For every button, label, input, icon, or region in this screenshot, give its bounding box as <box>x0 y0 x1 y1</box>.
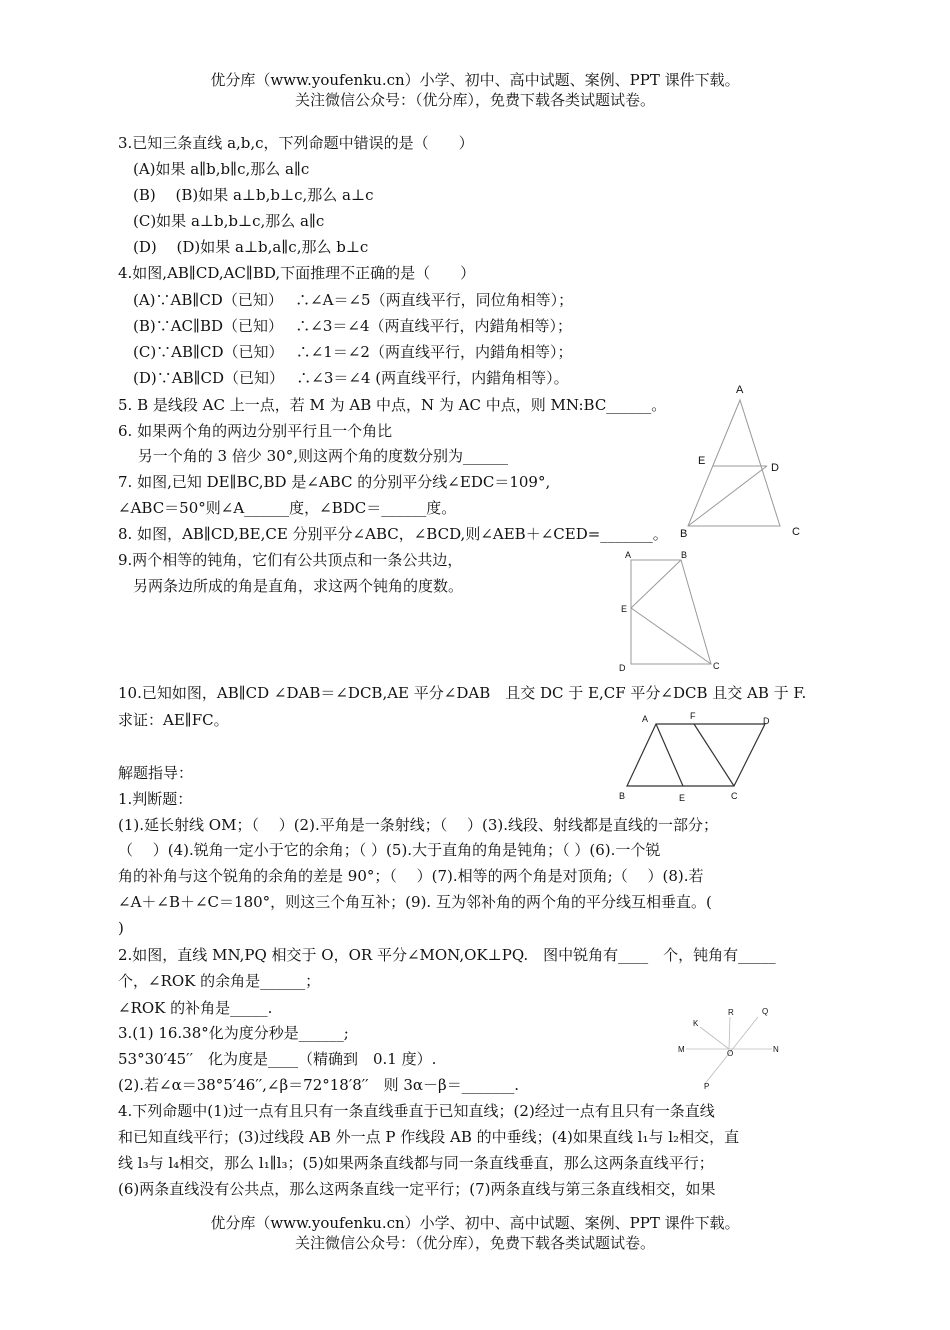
label-C: C <box>731 791 738 801</box>
q3-option-a: (A)如果 a∥b,b∥c,那么 a∥c <box>118 160 310 178</box>
label-D: D <box>771 462 779 474</box>
label-E: E <box>679 793 686 803</box>
footer-line-2: 关注微信公众号：（优分库），免费下载各类试题试卷。 <box>294 1234 655 1252</box>
label-B: B <box>681 550 688 560</box>
g2-line-3: ∠ROK 的补角是_____. <box>118 999 273 1017</box>
label-D: D <box>763 716 770 726</box>
label-P: P <box>704 1082 710 1091</box>
g4-line-3: 线 l₃与 l₄相交，那么 l₁∥l₃；(5)如果两条直线都与同一条直线垂直，那么这两条直线平行； <box>118 1154 714 1172</box>
judge-line-5: ) <box>118 919 124 937</box>
label-E: E <box>621 604 628 614</box>
g4-line-1: 4.下列命题中(1)过一点有且只有一条直线垂直于已知直线；(2)经过一点有且只有一条直线 <box>118 1102 715 1120</box>
q6-line-2: 另一个角的 3 倍少 30°,则这两个角的度数分别为______ <box>118 447 508 465</box>
judge-line-4: ∠A＋∠B＋∠C＝180°，则这三个角互补；(9). 互为邻补角的两个角的平分线互相垂直。( <box>118 893 712 911</box>
label-O: O <box>727 1049 734 1058</box>
guide-title: 解题指导： <box>118 764 194 782</box>
g2-line-1: 2.如图，直线 MN,PQ 相交于 O，OR 平分∠MON,OK⊥PQ. 图中锐角有____ 个，钝角有_____ <box>118 946 776 964</box>
label-N: N <box>773 1045 779 1054</box>
label-M: M <box>678 1045 685 1054</box>
q9-line-2: 另两条边所成的角是直角，求这两个钝角的度数。 <box>118 577 464 595</box>
judge-line-3: 角的补角与这个锐角的余角的差是 90°；（ ）(7).相等的两个角是对顶角;（ ）(8).若 <box>118 867 704 885</box>
q9-line-1: 9.两个相等的钝角，它们有公共顶点和一条公共边， <box>118 551 463 569</box>
q3-option-c: (C)如果 a⊥b,b⊥c,那么 a∥c <box>118 212 325 230</box>
q3-stem: 3.已知三条直线 a,b,c，下列命题中错误的是（ ） <box>118 134 474 152</box>
q5: 5. B 是线段 AC 上一点，若 M 为 AB 中点，N 为 AC 中点，则 MN:BC______。 <box>118 396 667 414</box>
label-C: C <box>792 526 800 538</box>
intersecting-lines-figure <box>672 1007 792 1095</box>
page-footer <box>0 1213 950 1253</box>
footer-line-1: 优分库（www.youfenku.cn）小学、初中、高中试题、案例、PPT 课件下载。 <box>210 1214 740 1232</box>
judge-title: 1.判断题： <box>118 790 193 808</box>
trapezoid-figure <box>615 548 730 676</box>
triangle-figure <box>680 378 810 548</box>
q10-line-2: 求证：AE∥FC。 <box>118 711 229 729</box>
q3-option-d: (D) (D)如果 a⊥b,a∥c,那么 b⊥c <box>118 238 369 256</box>
label-C: C <box>713 661 720 671</box>
g2-line-2: 个，∠ROK 的余角是______； <box>118 972 321 990</box>
q4-stem: 4.如图,AB∥CD,AC∥BD,下面推理不正确的是（ ） <box>118 264 476 282</box>
q10-line-1: 10.已知如图，AB∥CD ∠DAB＝∠DCB,AE 平分∠DAB 且交 DC 于 E,CF 平分∠DCB 且交 AB 于 F. <box>118 684 807 702</box>
judge-line-1: (1).延长射线 OM；（ ）(2).平角是一条射线；（ ）(3).线段、射线都是直线的一部分； <box>118 816 719 834</box>
judge-line-2: （ ）(4).锐角一定小于它的余角；（ ）(5).大于直角的角是钝角；（ ）(6).一个锐 <box>118 841 661 859</box>
label-B: B <box>619 791 626 801</box>
q6-line-1: 6. 如果两个角的两边分别平行且一个角比 <box>118 422 393 440</box>
label-A: A <box>736 384 744 396</box>
parallelogram-figure <box>610 710 775 808</box>
g4-line-2: 和已知直线平行；(3)过线段 AB 外一点 P 作线段 AB 的中垂线；(4)如果直线 l₁与 l₂相交，直 <box>118 1128 740 1146</box>
label-R: R <box>728 1008 734 1017</box>
header-line-2: 关注微信公众号：（优分库），免费下载各类试题试卷。 <box>294 91 655 109</box>
header-line-1: 优分库（www.youfenku.cn）小学、初中、高中试题、案例、PPT 课件下载。 <box>210 71 740 89</box>
q4-option-c: (C)∵AB∥CD（已知） ∴∠1＝∠2（两直线平行，内錯角相等）； <box>118 343 573 361</box>
g3-line-1: 3.(1) 16.38°化为度分秒是______; <box>118 1024 349 1042</box>
label-B: B <box>680 528 688 540</box>
label-A: A <box>642 714 649 724</box>
label-K: K <box>693 1019 699 1028</box>
g3-line-3: (2).若∠α＝38°5′46′′,∠β＝72°18′8′′ 则 3α－β＝_______. <box>118 1076 519 1094</box>
q8: 8. 如图，AB∥CD,BE,CE 分别平分∠ABC，∠BCD,则∠AEB＋∠CED=_______。 <box>118 525 668 543</box>
g4-line-4: (6)两条直线没有公共点，那么这两条直线一定平行；(7)两条直线与第三条直线相交，如果 <box>118 1180 716 1198</box>
page-header <box>0 70 950 110</box>
label-F: F <box>690 711 696 721</box>
q4-option-b: (B)∵AC∥BD（已知） ∴∠3＝∠4（两直线平行，内錯角相等）； <box>118 317 573 335</box>
q7-line-1: 7. 如图,已知 DE∥BC,BD 是∠ABC 的分别平分线∠EDC＝109°, <box>118 473 551 491</box>
label-E: E <box>698 455 706 467</box>
label-D: D <box>619 663 626 673</box>
label-Q: Q <box>762 1007 769 1016</box>
q7-line-2: ∠ABC＝50°则∠A______度，∠BDC＝______度。 <box>118 499 457 517</box>
g3-line-2: 53°30′45′′ 化为度是____（精确到 0.1 度）. <box>118 1050 437 1068</box>
label-A: A <box>625 550 632 560</box>
q3-option-b: (B) (B)如果 a⊥b,b⊥c,那么 a⊥c <box>118 186 374 204</box>
q4-option-a: (A)∵AB∥CD（已知） ∴∠A＝∠5（两直线平行，同位角相等）； <box>118 291 574 309</box>
q4-option-d: (D)∵AB∥CD（已知） ∴∠3＝∠4 (两直线平行，内錯角相等）。 <box>118 369 569 387</box>
